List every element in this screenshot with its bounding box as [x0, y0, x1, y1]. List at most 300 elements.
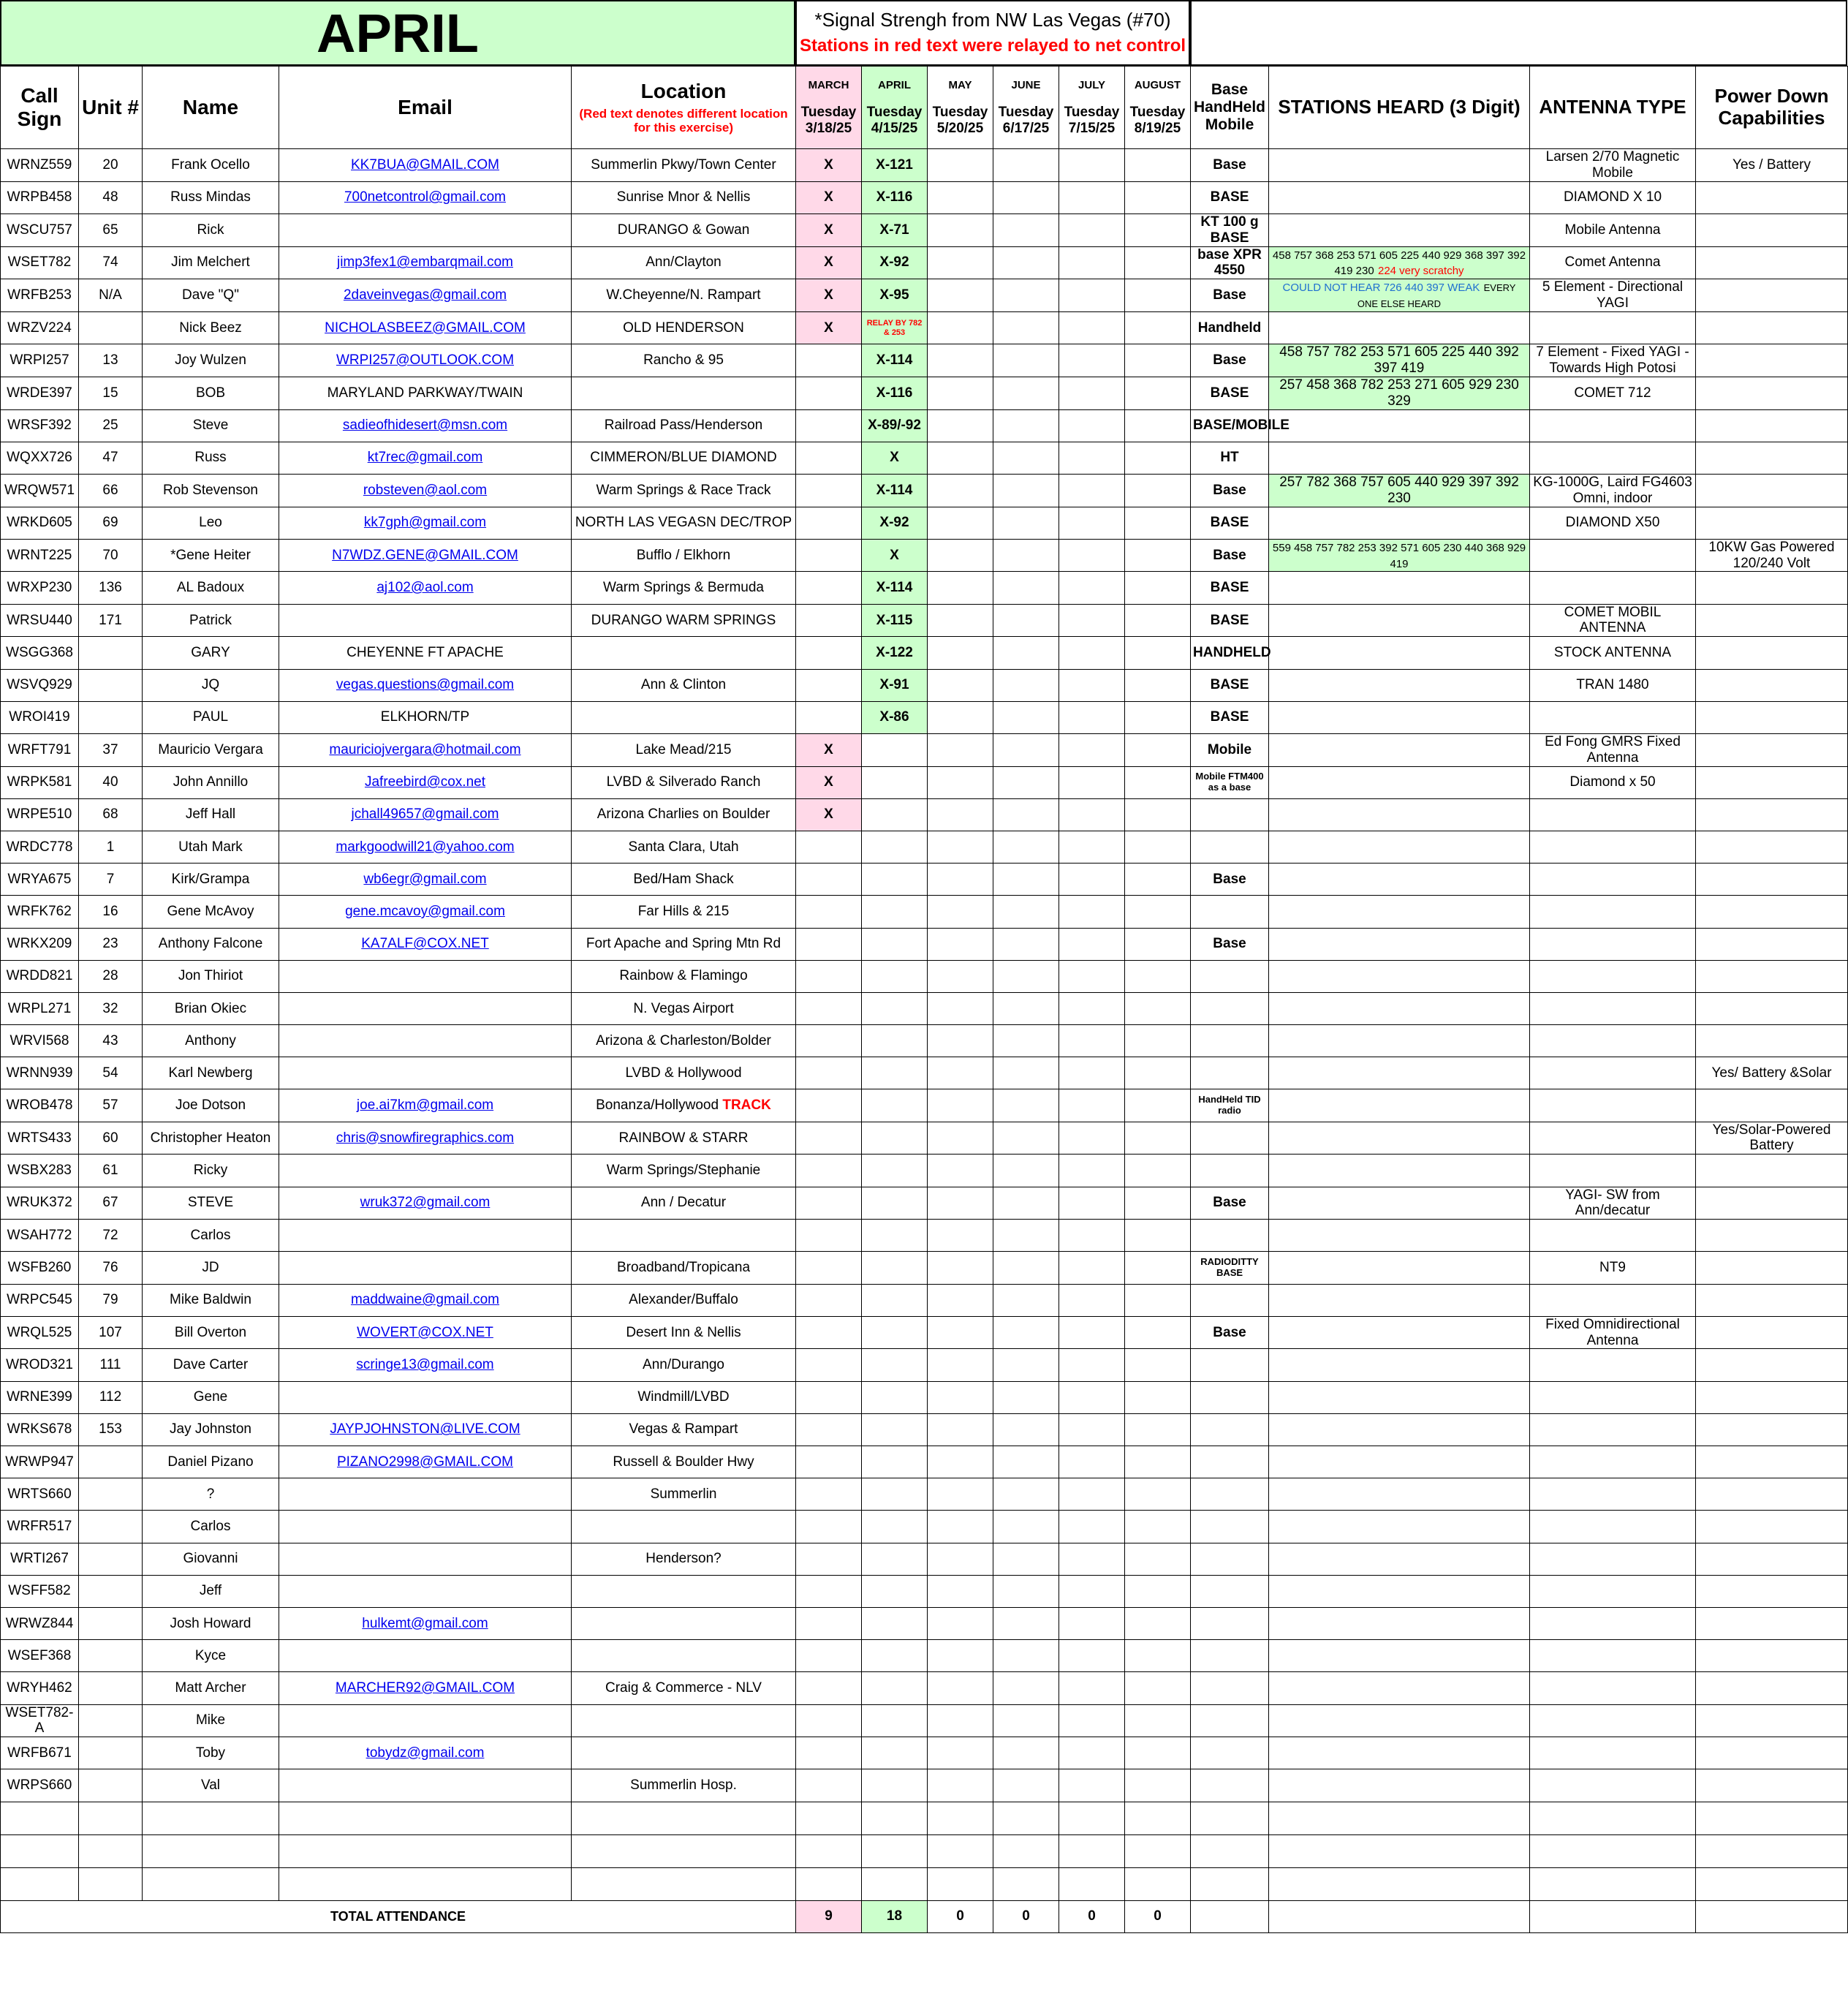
- location-cell: [572, 344, 796, 377]
- month-cell: [928, 896, 993, 928]
- month-date: 5/20/25: [936, 120, 984, 136]
- call-sign-cell: WROB478: [1, 1089, 79, 1122]
- call-sign-cell: WRVI568: [1, 1025, 79, 1057]
- name-cell: Christopher Heaton: [143, 1122, 279, 1155]
- unit-cell: [79, 1575, 143, 1607]
- base-type-cell: [1191, 1543, 1269, 1575]
- name-cell: Dave Carter: [143, 1349, 279, 1381]
- unit-cell: 153: [79, 1413, 143, 1446]
- call-sign-cell: WRTS433: [1, 1122, 79, 1155]
- email-cell: [279, 1089, 572, 1122]
- unit-cell: [79, 637, 143, 669]
- header-antenna-type: ANTENNA TYPE: [1530, 67, 1696, 149]
- april-cell: X-114: [862, 572, 928, 604]
- march-cell: [796, 604, 862, 637]
- stations-heard-cell: [1269, 960, 1530, 992]
- stations-heard-cell: [1269, 572, 1530, 604]
- email-cell: [279, 1446, 572, 1478]
- email-link[interactable]: kt7rec@gmail.com: [367, 450, 483, 466]
- month-cell: [993, 896, 1059, 928]
- unit-cell: [79, 1446, 143, 1478]
- email-link[interactable]: KK7BUA@GMAIL.COM: [351, 156, 499, 173]
- email-cell: [279, 798, 572, 831]
- month-cell: [993, 442, 1059, 474]
- sheet-title-cell: [0, 0, 795, 66]
- email-link[interactable]: WOVERT@COX.NET: [357, 1324, 493, 1340]
- table-row: [1, 377, 1848, 409]
- location-cell: [572, 149, 796, 182]
- email-link[interactable]: 2daveinvegas@gmail.com: [343, 287, 507, 303]
- stations-heard-cell: [1269, 149, 1530, 182]
- antenna-cell: [1530, 1672, 1696, 1704]
- power-cell: Yes/Solar-Powered Battery: [1696, 1122, 1848, 1155]
- april-cell: [862, 1446, 928, 1478]
- power-cell: [1696, 213, 1848, 246]
- base-type-cell: BASE: [1191, 604, 1269, 637]
- month-cell: [1125, 798, 1191, 831]
- month-cell: [928, 1607, 993, 1639]
- email-link[interactable]: maddwaine@gmail.com: [350, 1292, 500, 1308]
- name-cell: Jay Johnston: [143, 1413, 279, 1446]
- month-cell: [1125, 1607, 1191, 1639]
- call-sign-cell: WRNT225: [1, 539, 79, 572]
- stations-heard-cell: [1269, 474, 1530, 507]
- table-row: [1, 572, 1848, 604]
- march-cell: [796, 1640, 862, 1672]
- stations-heard-cell: [1269, 992, 1530, 1024]
- stations-heard-cell: [1269, 798, 1530, 831]
- email-link[interactable]: markgoodwill21@yahoo.com: [336, 839, 515, 855]
- name-cell: Toby: [143, 1737, 279, 1769]
- email-link[interactable]: kk7gph@gmail.com: [363, 515, 487, 531]
- power-cell: [1696, 344, 1848, 377]
- march-cell: [796, 1737, 862, 1769]
- march-cell: [796, 1284, 862, 1316]
- email-cell: [279, 1220, 572, 1252]
- month-cell: [1125, 831, 1191, 863]
- email-cell: [279, 1187, 572, 1220]
- email-link[interactable]: PIZANO2998@GMAIL.COM: [336, 1454, 514, 1470]
- stations-heard-cell: [1269, 1316, 1530, 1349]
- month-cell: [1059, 896, 1125, 928]
- month-cell: [993, 1381, 1059, 1413]
- call-sign-cell: WRXP230: [1, 572, 79, 604]
- location-cell: [572, 1478, 796, 1511]
- antenna-cell: [1530, 1089, 1696, 1122]
- unit-cell: 37: [79, 733, 143, 766]
- april-cell: X-86: [862, 701, 928, 733]
- header-name: Name: [143, 67, 279, 149]
- antenna-cell: [1530, 1381, 1696, 1413]
- call-sign-cell: WRQL525: [1, 1316, 79, 1349]
- unit-cell: [79, 1478, 143, 1511]
- power-cell: [1696, 992, 1848, 1024]
- location-text: OLD HENDERSON: [623, 320, 744, 336]
- month-cell: [1059, 572, 1125, 604]
- location-text: Rancho & 95: [643, 352, 724, 369]
- april-cell: [862, 1349, 928, 1381]
- antenna-cell: Ed Fong GMRS Fixed Antenna: [1530, 733, 1696, 766]
- power-cell: [1696, 1155, 1848, 1187]
- name-cell: Leo: [143, 507, 279, 539]
- month-cell: [928, 1187, 993, 1220]
- email-cell: [279, 1316, 572, 1349]
- stations-heard-text: 559 458 757 782 253 392 571 605 230 440 368 929 419: [1272, 541, 1526, 570]
- table-row: [1, 960, 1848, 992]
- month-cell: [993, 992, 1059, 1024]
- month-cell: [928, 1478, 993, 1511]
- base-type-cell: base XPR 4550: [1191, 246, 1269, 279]
- total-june: 0: [993, 1900, 1059, 1932]
- march-cell: [796, 896, 862, 928]
- month-cell: [1059, 344, 1125, 377]
- month-cell: [1059, 1575, 1125, 1607]
- email-cell: [279, 669, 572, 701]
- month-cell: [1059, 539, 1125, 572]
- location-cell: [572, 474, 796, 507]
- antenna-cell: [1530, 409, 1696, 442]
- table-row: [1, 507, 1848, 539]
- location-text: Ann & Clinton: [640, 677, 727, 693]
- power-cell: [1696, 311, 1848, 344]
- location-text: Desert Inn & Nellis: [626, 1324, 741, 1340]
- base-type-cell: Base: [1191, 864, 1269, 896]
- april-cell: [862, 1089, 928, 1122]
- table-row: [1, 1089, 1848, 1122]
- total-march: 9: [796, 1900, 862, 1932]
- month-cell: [1125, 1672, 1191, 1704]
- blank-row: [1, 1834, 1848, 1867]
- march-cell: [796, 701, 862, 733]
- month-cell: [1125, 1220, 1191, 1252]
- stations-heard-cell: [1269, 1413, 1530, 1446]
- month-cell: [1059, 1640, 1125, 1672]
- unit-cell: [79, 1769, 143, 1802]
- power-cell: [1696, 1704, 1848, 1737]
- month-cell: [1125, 1316, 1191, 1349]
- april-cell: X: [862, 539, 928, 572]
- month-cell: [928, 669, 993, 701]
- stations-heard-note: EVERY ONE ELSE HEARD: [1357, 282, 1516, 310]
- email-cell: [279, 1252, 572, 1284]
- call-sign-cell: WSGG368: [1, 637, 79, 669]
- location-cell: [572, 1089, 796, 1122]
- unit-cell: 74: [79, 246, 143, 279]
- power-cell: [1696, 1284, 1848, 1316]
- email-cell: [279, 377, 572, 409]
- call-sign-cell: WRDD821: [1, 960, 79, 992]
- base-type-cell: [1191, 1025, 1269, 1057]
- location-cell: [572, 896, 796, 928]
- table-row: [1, 1478, 1848, 1511]
- power-cell: [1696, 669, 1848, 701]
- month-cell: [928, 181, 993, 213]
- location-text: LVBD & Silverado Ranch: [606, 774, 761, 790]
- email-cell: [279, 311, 572, 344]
- month-cell: [1059, 1672, 1125, 1704]
- email-link[interactable]: WRPI257@OUTLOOK.COM: [336, 352, 515, 369]
- march-cell: [796, 992, 862, 1024]
- month-cell: [1059, 960, 1125, 992]
- call-sign-cell: WRNZ559: [1, 149, 79, 182]
- notes-cell: [795, 0, 1190, 66]
- email-link[interactable]: gene.mcavoy@gmail.com: [345, 903, 505, 919]
- blank-header-cell: [1190, 0, 1847, 66]
- month-cell: [1125, 766, 1191, 798]
- call-sign-cell: WRPC545: [1, 1284, 79, 1316]
- email-link[interactable]: 700netcontrol@gmail.com: [344, 189, 506, 205]
- email-link[interactable]: jchall49657@gmail.com: [351, 806, 499, 823]
- table-row: [1, 1511, 1848, 1543]
- stations-heard-cell: [1269, 733, 1530, 766]
- table-row: [1, 1769, 1848, 1802]
- email-link[interactable]: jimp3fex1@embarqmail.com: [336, 254, 514, 271]
- unit-cell: 60: [79, 1122, 143, 1155]
- email-link[interactable]: N7WDZ.GENE@GMAIL.COM: [332, 547, 518, 563]
- call-sign-cell: WRUK372: [1, 1187, 79, 1220]
- month-cell: [993, 377, 1059, 409]
- month-cell: [928, 474, 993, 507]
- march-cell: [796, 669, 862, 701]
- email-cell: [279, 1155, 572, 1187]
- table-row: [1, 246, 1848, 279]
- header-power-down: Power Down Capabilities: [1696, 67, 1848, 149]
- email-cell: [279, 992, 572, 1024]
- call-sign-cell: WRZV224: [1, 311, 79, 344]
- location-cell: [572, 669, 796, 701]
- table-row: [1, 442, 1848, 474]
- location-cell: [572, 539, 796, 572]
- email-link[interactable]: joe.ai7km@gmail.com: [356, 1097, 494, 1114]
- email-link[interactable]: KA7ALF@COX.NET: [361, 936, 489, 952]
- location-text: Santa Clara, Utah: [628, 839, 739, 855]
- month-cell: [1059, 149, 1125, 182]
- april-cell: [862, 1575, 928, 1607]
- name-cell: Mike Baldwin: [143, 1284, 279, 1316]
- email-cell: [279, 604, 572, 637]
- month-cell: [1059, 733, 1125, 766]
- april-cell: [862, 896, 928, 928]
- name-cell: Karl Newberg: [143, 1057, 279, 1089]
- email-link[interactable]: hulkemt@gmail.com: [362, 1615, 488, 1631]
- table-row: [1, 1640, 1848, 1672]
- email-link[interactable]: scringe13@gmail.com: [356, 1357, 494, 1373]
- april-cell: [862, 1737, 928, 1769]
- month-date: 7/15/25: [1068, 120, 1116, 136]
- email-link[interactable]: MARCHER92@GMAIL.COM: [335, 1679, 515, 1696]
- table-row: [1, 1220, 1848, 1252]
- month-cell: [993, 1316, 1059, 1349]
- stations-heard-cell: [1269, 1704, 1530, 1737]
- email-cell: [279, 864, 572, 896]
- email-cell: [279, 474, 572, 507]
- month-cell: [928, 377, 993, 409]
- location-text: Rainbow & Flamingo: [619, 968, 748, 984]
- stations-heard-cell: [1269, 637, 1530, 669]
- stations-heard-text: 257 782 368 757 605 440 929 397 392 230: [1279, 474, 1519, 506]
- march-cell: [796, 572, 862, 604]
- month-cell: [993, 1737, 1059, 1769]
- base-type-cell: [1191, 1769, 1269, 1802]
- month-cell: [1059, 1511, 1125, 1543]
- month-label: JUNE: [1011, 78, 1041, 91]
- email-link[interactable]: wb6egr@gmail.com: [363, 871, 487, 887]
- table-row: [1, 896, 1848, 928]
- antenna-cell: Diamond x 50: [1530, 766, 1696, 798]
- stations-heard-cell: [1269, 507, 1530, 539]
- march-cell: [796, 1057, 862, 1089]
- location-text: W.Cheyenne/N. Rampart: [606, 287, 761, 303]
- antenna-cell: [1530, 701, 1696, 733]
- name-cell: Steve: [143, 409, 279, 442]
- name-cell: Val: [143, 1769, 279, 1802]
- location-cell: [572, 409, 796, 442]
- month-cell: [1125, 539, 1191, 572]
- location-cell: [572, 604, 796, 637]
- email-link[interactable]: wruk372@gmail.com: [360, 1195, 491, 1211]
- email-link[interactable]: tobydz@gmail.com: [366, 1745, 485, 1761]
- relay-note: Stations in red text were relayed to net control: [799, 36, 1186, 56]
- month-cell: [1125, 279, 1191, 312]
- month-cell: [1059, 1057, 1125, 1089]
- name-cell: Mauricio Vergara: [143, 733, 279, 766]
- stations-heard-cell: [1269, 377, 1530, 409]
- call-sign-cell: WRYA675: [1, 864, 79, 896]
- month-cell: [993, 669, 1059, 701]
- month-cell: [993, 1252, 1059, 1284]
- month-cell: [993, 181, 1059, 213]
- unit-cell: [79, 701, 143, 733]
- location-text: Ann/Durango: [643, 1357, 724, 1373]
- name-cell: Anthony Falcone: [143, 928, 279, 960]
- email-cell: [279, 572, 572, 604]
- month-cell: [1125, 928, 1191, 960]
- april-cell: [862, 1769, 928, 1802]
- antenna-cell: [1530, 1575, 1696, 1607]
- table-row: [1, 539, 1848, 572]
- table-row: [1, 1607, 1848, 1639]
- email-link[interactable]: chris@snowfiregraphics.com: [336, 1130, 515, 1146]
- march-cell: [796, 1704, 862, 1737]
- month-cell: [1125, 1543, 1191, 1575]
- email-link[interactable]: Jafreebird@cox.net: [364, 774, 486, 790]
- month-cell: [928, 1446, 993, 1478]
- header-month-march: [796, 67, 862, 149]
- unit-cell: 107: [79, 1316, 143, 1349]
- april-cell: X-114: [862, 474, 928, 507]
- base-type-cell: Base: [1191, 474, 1269, 507]
- month-cell: [928, 1737, 993, 1769]
- name-cell: Jeff: [143, 1575, 279, 1607]
- name-cell: Frank Ocello: [143, 149, 279, 182]
- call-sign-cell: WRDC778: [1, 831, 79, 863]
- email-link[interactable]: JAYPJOHNSTON@LIVE.COM: [330, 1421, 520, 1437]
- unit-cell: [79, 1737, 143, 1769]
- month-label: MARCH: [808, 78, 849, 91]
- email-cell-text: ELKHORN/TP: [380, 709, 470, 725]
- email-cell: [279, 409, 572, 442]
- april-cell: [862, 1025, 928, 1057]
- month-cell: [1125, 1122, 1191, 1155]
- month-date: 4/15/25: [871, 120, 918, 136]
- antenna-cell: [1530, 1640, 1696, 1672]
- name-cell: Nick Beez: [143, 311, 279, 344]
- name-cell: AL Badoux: [143, 572, 279, 604]
- antenna-cell: NT9: [1530, 1252, 1696, 1284]
- power-cell: [1696, 604, 1848, 637]
- month-cell: [1125, 864, 1191, 896]
- stations-heard-cell: [1269, 766, 1530, 798]
- march-cell: [796, 442, 862, 474]
- month-cell: [928, 1220, 993, 1252]
- email-link[interactable]: sadieofhidesert@msn.com: [342, 417, 508, 434]
- unit-cell: 70: [79, 539, 143, 572]
- blank-row: [1, 1867, 1848, 1900]
- location-text: DURANGO & Gowan: [617, 222, 750, 238]
- location-text: Windmill/LVBD: [637, 1389, 730, 1405]
- antenna-cell: [1530, 1057, 1696, 1089]
- email-link[interactable]: mauriciojvergara@hotmail.com: [329, 741, 521, 757]
- march-cell: [796, 831, 862, 863]
- stations-heard-cell: [1269, 311, 1530, 344]
- email-link[interactable]: robsteven@aol.com: [363, 482, 488, 498]
- april-cell: [862, 1220, 928, 1252]
- stations-heard-cell: [1269, 246, 1530, 279]
- email-link[interactable]: vegas.questions@gmail.com: [336, 677, 515, 693]
- unit-cell: 20: [79, 149, 143, 182]
- month-cell: [928, 1575, 993, 1607]
- call-sign-cell: WSET782: [1, 246, 79, 279]
- location-text: Summerlin Hosp.: [630, 1777, 737, 1794]
- month-cell: [1059, 1220, 1125, 1252]
- antenna-cell: [1530, 572, 1696, 604]
- month-cell: [993, 1155, 1059, 1187]
- month-cell: [1125, 733, 1191, 766]
- email-cell: [279, 1349, 572, 1381]
- stations-heard-cell: [1269, 213, 1530, 246]
- march-cell: [796, 1089, 862, 1122]
- month-cell: [1059, 928, 1125, 960]
- unit-cell: [79, 1640, 143, 1672]
- month-cell: [928, 213, 993, 246]
- march-cell: [796, 474, 862, 507]
- table-row: [1, 604, 1848, 637]
- power-cell: [1696, 1089, 1848, 1122]
- table-row: [1, 344, 1848, 377]
- email-cell: [279, 149, 572, 182]
- march-cell: [796, 1543, 862, 1575]
- antenna-cell: [1530, 311, 1696, 344]
- table-row: [1, 213, 1848, 246]
- email-link[interactable]: NICHOLASBEEZ@GMAIL.COM: [325, 320, 526, 336]
- stations-heard-note: 224 very scratchy: [1377, 265, 1464, 278]
- name-cell: Russ: [143, 442, 279, 474]
- april-cell: [862, 1672, 928, 1704]
- unit-cell: [79, 669, 143, 701]
- april-cell: [862, 1381, 928, 1413]
- call-sign-cell: WRSU440: [1, 604, 79, 637]
- april-cell: [862, 1057, 928, 1089]
- stations-heard-cell: [1269, 1381, 1530, 1413]
- table-row: [1, 1057, 1848, 1089]
- stations-heard-cell: [1269, 1737, 1530, 1769]
- month-cell: [993, 507, 1059, 539]
- antenna-cell: DIAMOND X 10: [1530, 181, 1696, 213]
- power-cell: [1696, 896, 1848, 928]
- email-link[interactable]: aj102@aol.com: [376, 580, 474, 596]
- location-cell: [572, 831, 796, 863]
- power-cell: [1696, 831, 1848, 863]
